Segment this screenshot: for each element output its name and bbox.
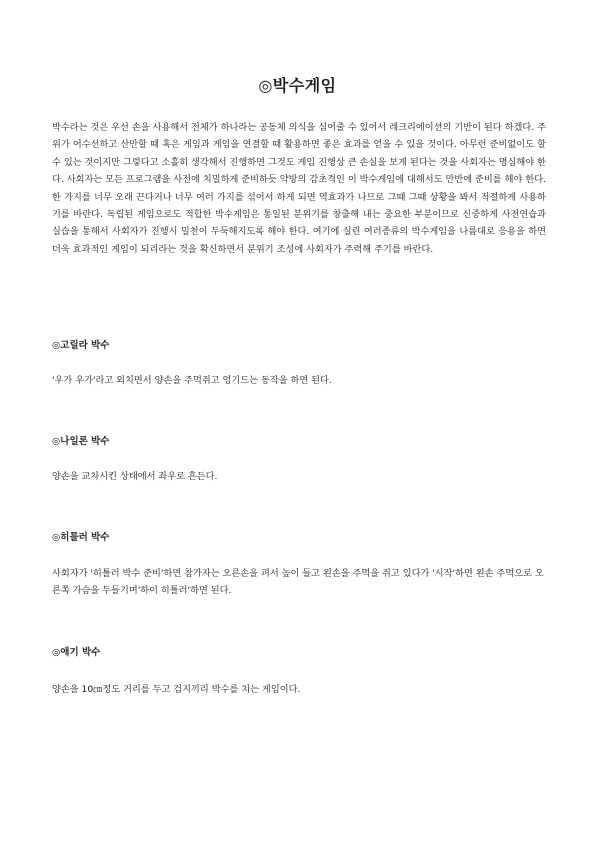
section-body-baby: 양손을 10㎝정도 거리를 두고 검지끼리 박수를 치는 게임이다. xyxy=(52,684,301,695)
section-heading-gorilla: ◎고릴라 박수 xyxy=(52,340,110,351)
intro-paragraph: 박수라는 것은 우선 손을 사용해서 전체가 하나라는 공동체 의식을 심어줄 수 있어서 레크리에이션의 기반이 된다 하겠다. 주위가 어수선하고 산만할 때 혹은 게임과 게임을 연결할 때 활용하면 좋은 효과를 얻을 수 있을 것이다. 아무런 준비없이도 할 수 있는 것이지만 그렇다고 소홀히 생각해서 진행하면 그것도 게임 진행상 큰 손실을 보게 된다는 것을 사회자는 명심해야 한다. 사회자는 모든 프로그램을 사전에 치밀하게 준비하듯 약방의 감초격인 이 박수게임에 대해서도 만반에 준비를 해야 한다. 한 가지를 너무 오래 끈다거나 너무 여러 가지를 섞어서 하게 되면 역효과가 나므로 그때 그때 상황을 봐서 적절하게 사용하기를 바란다. 독립된 게임으로도 적합한 박수게임은 통일된 분위기를 창출해 내는 중요한 부분이므로 신중하게 사전연습과 실습을 통해서 사회자가 진행시 밀천이 두둑해지도록 해야 한다. 여기에 실린 여러종류의 박수게임을 나름대로 응용을 하면 더욱 효과적인 게임이 되리라는 것을 확신하면서 분위기 조성에 사회자가 주력해 주기를 바란다. xyxy=(52,122,546,255)
section-heading-baby: ◎애기 박수 xyxy=(52,647,101,658)
section-body-gorilla: '우가 우가'라고 외치면서 양손을 주먹쥐고 엉기드는 동작을 하면 된다. xyxy=(52,375,332,386)
document-title: ◎박수게임 xyxy=(258,76,337,95)
section-heading-hitler: ◎히틀러 박수 xyxy=(52,532,110,543)
section-body-nylon: 양손을 교차시킨 상태에서 좌우로 흔든다. xyxy=(52,471,218,482)
section-body-hitler: 사회자가 '히틀러 박수 준비'하면 참가자는 오른손을 펴서 높이 들고 왼손을 주먹을 쥐고 있다가 '시작'하면 왼손 주먹으로 오른쪽 가슴을 두들기며'하이 히틀러'하면 된다. xyxy=(52,568,544,597)
section-heading-nylon: ◎나일론 박수 xyxy=(52,436,110,447)
